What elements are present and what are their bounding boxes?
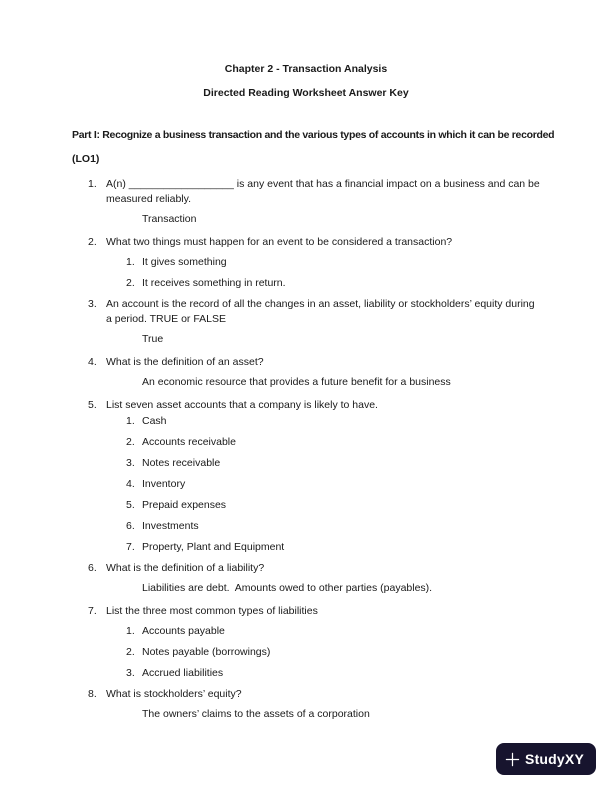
studyxy-logo <box>496 743 596 775</box>
sub-item <box>72 519 540 534</box>
doc-title: Chapter 2 - Transaction Analysis <box>224 63 388 75</box>
question-number: 5. <box>88 399 97 411</box>
sub-item-text: Notes receivable <box>142 457 221 469</box>
sub-item-number: 6. <box>126 520 135 532</box>
sub-item-number: 3. <box>126 667 135 679</box>
question-text: What is the definition of an asset? <box>106 356 264 368</box>
sub-item <box>72 498 540 513</box>
question-4 <box>72 355 540 370</box>
question-text: What is the definition of a liability? <box>106 562 265 574</box>
sub-item-text: Notes payable (borrowings) <box>142 646 271 658</box>
question-2 <box>72 235 540 250</box>
sub-item-text: It gives something <box>142 256 227 268</box>
question-number: 2. <box>88 236 97 248</box>
answer-text: Transaction <box>142 213 197 225</box>
sub-item <box>72 255 540 270</box>
brand-prefix: Study <box>525 751 565 767</box>
sub-item-number: 4. <box>126 478 135 490</box>
sub-item-text: It receives something in return. <box>142 277 286 289</box>
question-text: What is stockholders’ equity? <box>106 688 242 700</box>
question-5 <box>72 398 540 413</box>
sub-item-text: Property, Plant and Equipment <box>142 541 285 553</box>
sub-item-number: 2. <box>126 436 135 448</box>
question-number: 3. <box>88 298 97 310</box>
question-text: List the three most common types of liabilities <box>106 605 318 617</box>
question-list <box>72 177 540 722</box>
sub-item-text: Accrued liabilities <box>142 667 224 679</box>
answer-text: True <box>142 333 164 345</box>
sub-item-text: Accounts receivable <box>142 436 236 448</box>
question-text: List seven asset accounts that a company is likely to have. <box>106 399 378 411</box>
sub-item <box>72 414 540 429</box>
section-heading: Part I: Recognize a business transaction and the various types of accounts in which it can be recorded <box>72 129 555 141</box>
question-number: 6. <box>88 562 97 574</box>
sub-item-number: 1. <box>126 415 135 427</box>
question-number: 8. <box>88 688 97 700</box>
sub-item <box>72 540 540 555</box>
answer-text: Liabilities are debt. Amounts owed to other parties (payables). <box>142 582 433 594</box>
sub-item <box>72 624 540 639</box>
sub-item-text: Cash <box>142 415 167 427</box>
plus-icon <box>505 752 520 767</box>
question-number: 7. <box>88 605 97 617</box>
brand-suffix: XY <box>564 751 584 767</box>
sub-item-text: Investments <box>142 520 199 532</box>
question-number: 1. <box>88 178 97 190</box>
sub-item-text: Prepaid expenses <box>142 499 227 511</box>
sub-item <box>72 435 540 450</box>
answer-text: The owners’ claims to the assets of a corporation <box>142 708 370 720</box>
sub-item <box>72 456 540 471</box>
answer-text: An economic resource that provides a future benefit for a business <box>142 376 451 388</box>
question-6 <box>72 561 540 576</box>
sub-item-number: 1. <box>126 256 135 268</box>
sub-item <box>72 477 540 492</box>
sub-item <box>72 666 540 681</box>
sub-item-number: 1. <box>126 625 135 637</box>
sub-item-number: 3. <box>126 457 135 469</box>
doc-subtitle: Directed Reading Worksheet Answer Key <box>203 87 409 99</box>
question-text: What two things must happen for an event to be considered a transaction? <box>106 236 453 248</box>
question-1 <box>72 177 540 207</box>
sub-item-text: Inventory <box>142 478 186 490</box>
sub-item-text: Accounts payable <box>142 625 225 637</box>
sub-item-number: 2. <box>126 646 135 658</box>
question-8 <box>72 687 540 702</box>
question-number: 4. <box>88 356 97 368</box>
brand-text <box>525 752 584 766</box>
sub-item-number: 5. <box>126 499 135 511</box>
question-3 <box>72 297 540 327</box>
question-text: An account is the record of all the changes in an asset, liability or stockholders’ equity during a period. TRUE or FALSE <box>106 298 535 325</box>
sub-item <box>72 276 540 291</box>
question-text: A(n) __________________ is any event that has a financial impact on a business and can be measured reliably. <box>106 178 540 205</box>
section-lo-label: (LO1) <box>72 153 100 165</box>
sub-item <box>72 645 540 660</box>
sub-item-number: 2. <box>126 277 135 289</box>
question-7 <box>72 604 540 619</box>
sub-item-number: 7. <box>126 541 135 553</box>
